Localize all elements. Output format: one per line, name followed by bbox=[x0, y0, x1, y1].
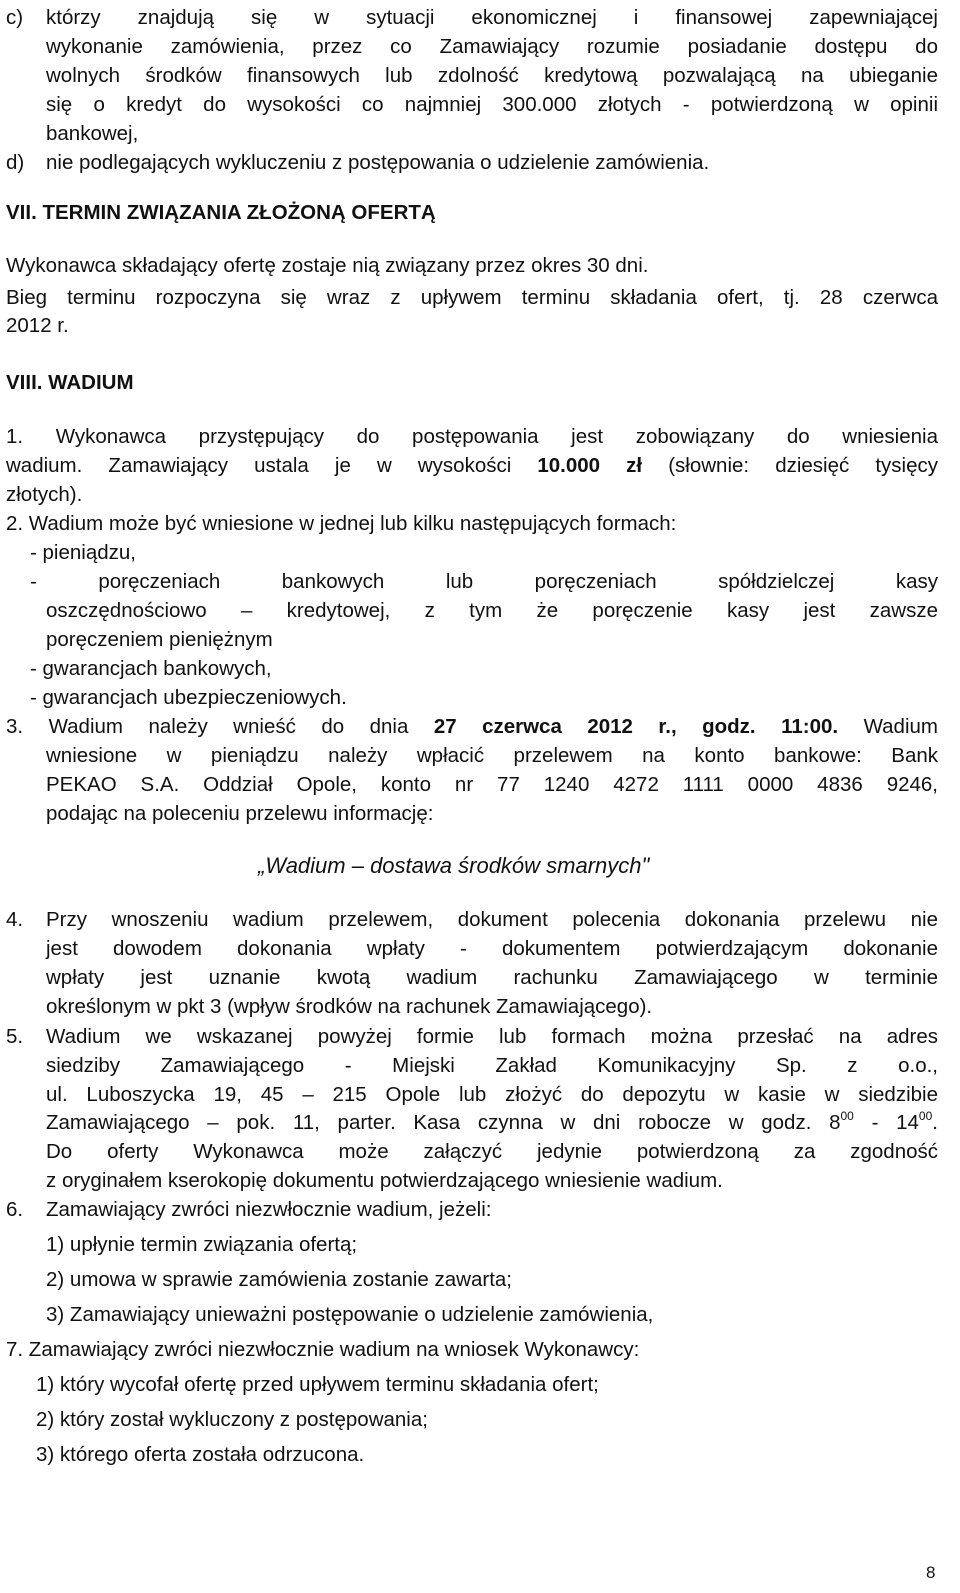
paragraph-line: Wykonawca składający ofertę zostaje nią związany przez okres 30 dni. bbox=[6, 254, 649, 277]
list-item: 2) umowa w sprawie zamówienia zostanie zawarta; bbox=[46, 1268, 513, 1291]
transfer-title: „Wadium – dostawa środków smarnych" bbox=[258, 853, 650, 878]
list-item: - gwarancjach ubezpieczeniowych. bbox=[30, 686, 347, 709]
list-item: - gwarancjach bankowych, bbox=[30, 657, 272, 680]
list-item: 2) który został wykluczony z postępowania; bbox=[36, 1408, 428, 1431]
paragraph-line: wykonanie zamówienia, przez co Zamawiający rozumie posiadanie dostępu do bbox=[46, 35, 938, 58]
paragraph-line: PEKAO S.A. Oddział Opole, konto nr 77 1240 4272 1111 0000 4836 9246, bbox=[46, 773, 938, 796]
paragraph-line: wadium. Zamawiający ustala je w wysokości 10.000 zł (słownie: dziesięć tysięcy bbox=[6, 454, 938, 477]
list-item: 1) upłynie termin związania ofertą; bbox=[46, 1233, 358, 1256]
list-item: - pieniądzu, bbox=[30, 541, 136, 564]
paragraph-line: Zamawiający zwróci niezwłocznie wadium, jeżeli: bbox=[46, 1198, 492, 1221]
paragraph-line: siedziby Zamawiającego - Miejski Zakład Komunikacyjny Sp. z o.o., bbox=[46, 1054, 938, 1077]
list-number: 5. bbox=[6, 1025, 24, 1048]
list-item: poręczeniem pieniężnym bbox=[46, 628, 273, 651]
paragraph-line: z oryginałem kserokopię dokumentu potwierdzającego wniesienie wadium. bbox=[46, 1169, 723, 1192]
page-number: 8 bbox=[926, 1563, 936, 1582]
paragraph-line: Przy wnoszeniu wadium przelewem, dokument polecenia dokonania przelewu nie bbox=[46, 908, 938, 931]
paragraph-line: określonym w pkt 3 (wpływ środków na rachunek Zamawiającego). bbox=[46, 995, 653, 1018]
list-number: 4. bbox=[6, 908, 24, 931]
paragraph-line: 2012 r. bbox=[6, 314, 69, 337]
paragraph-line: złotych). bbox=[6, 483, 83, 506]
paragraph-line: bankowej, bbox=[46, 122, 139, 145]
paragraph-line: Bieg terminu rozpoczyna się wraz z upływem terminu składania ofert, tj. 28 czerwca bbox=[6, 286, 938, 309]
paragraph-line: którzy znajdują się w sytuacji ekonomicznej i finansowej zapewniającej bbox=[46, 6, 938, 29]
list-number: 6. bbox=[6, 1198, 24, 1221]
list-item: 1) który wycofał ofertę przed upływem terminu składania ofert; bbox=[36, 1373, 599, 1396]
list-item: oszczędnościowo – kredytowej, z tym że poręczenie kasy jest zawsze bbox=[46, 599, 938, 622]
paragraph-line: ul. Luboszycka 19, 45 – 215 Opole lub złożyć do depozytu w kasie w siedzibie bbox=[46, 1083, 938, 1106]
paragraph-line: wolnych środków finansowych lub zdolność kredytową pozwalającą na ubieganie bbox=[46, 64, 938, 87]
list-item: 3) którego oferta została odrzucona. bbox=[36, 1443, 365, 1466]
paragraph-line: jest dowodem dokonania wpłaty - dokumentem potwierdzającym dokonanie bbox=[46, 937, 938, 960]
list-item: 3) Zamawiający unieważni postępowanie o udzielenie zamówienia, bbox=[46, 1303, 654, 1326]
list-marker-d: d) bbox=[6, 151, 25, 174]
list-item: - poręczeniach bankowych lub poręczeniach spółdzielczej kasy bbox=[30, 570, 938, 593]
section-heading-viii: VIII. WADIUM bbox=[6, 371, 134, 394]
paragraph-line: się o kredyt do wysokości co najmniej 300.000 złotych - potwierdzoną w opinii bbox=[46, 93, 938, 116]
paragraph-line: wpłaty jest uznanie kwotą wadium rachunku Zamawiającego w terminie bbox=[46, 966, 938, 989]
paragraph-line: Wadium we wskazanej powyżej formie lub formach można przesłać na adres bbox=[46, 1025, 938, 1048]
paragraph-line: 7. Zamawiający zwróci niezwłocznie wadium na wniosek Wykonawcy: bbox=[6, 1338, 640, 1361]
section-heading-vii: VII. TERMIN ZWIĄZANIA ZŁOŻONĄ OFERTĄ bbox=[6, 201, 436, 224]
paragraph-line: nie podlegających wykluczeniu z postępowania o udzielenie zamówienia. bbox=[46, 151, 710, 174]
paragraph-line: Zamawiającego – pok. 11, parter. Kasa czynna w dni robocze w godz. $8^{00} - 14^{00}$. bbox=[46, 1109, 938, 1134]
paragraph-line: podając na poleceniu przelewu informację: bbox=[46, 802, 434, 825]
paragraph-line: wniesione w pieniądzu należy wpłacić przelewem na konto bankowe: Bank bbox=[46, 744, 938, 767]
list-marker-c: c) bbox=[6, 6, 24, 29]
paragraph-line: Do oferty Wykonawca może załączyć jedynie potwierdzoną za zgodność bbox=[46, 1140, 938, 1163]
paragraph-line: 2. Wadium może być wniesione w jednej lub kilku następujących formach: bbox=[6, 512, 677, 535]
paragraph-line: 3. Wadium należy wnieść do dnia 27 czerwca 2012 r., godz. 11:00. Wadium bbox=[6, 715, 938, 738]
paragraph-line: 1. Wykonawca przystępujący do postępowania jest zobowiązany do wniesienia bbox=[6, 425, 938, 448]
